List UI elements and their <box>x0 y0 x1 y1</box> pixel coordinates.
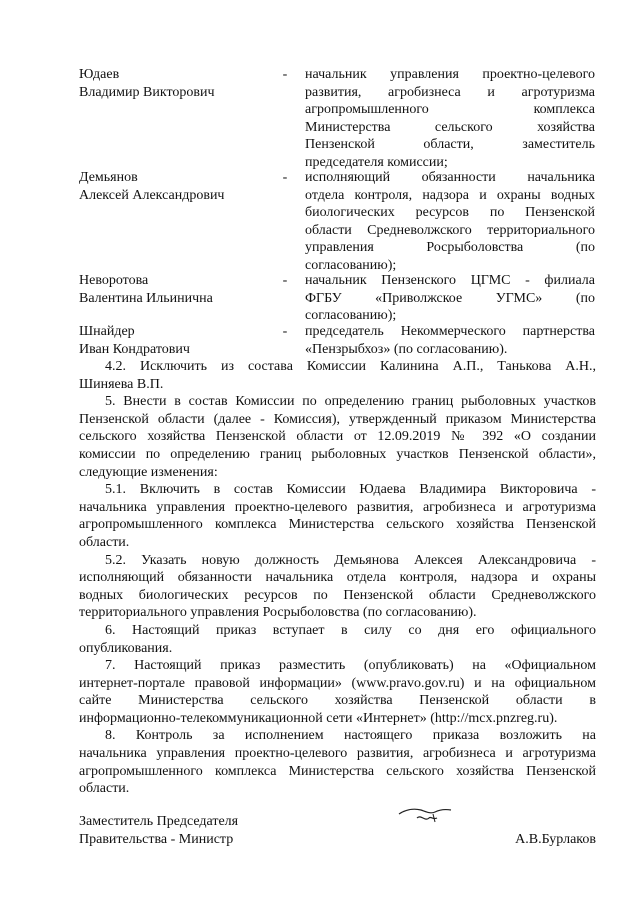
paragraph-7: 7. Настоящий приказ разместить (опубликовать) на «Официальном интернет-портале правовой информации» (www.pravo.gov.ru) и на официальном сайте Министерства сельского хозяйства Пензенской области в информационно-телекоммуникационной сети «Интернет» (http://mcx.pnzreg.ru). <box>79 658 596 726</box>
paragraph-5: 5. Внести в состав Комиссии по определению границ рыболовных участков Пензенской области (далее - Комиссия), утвержденный приказом Министерства сельского хозяйства Пензенской области от 12.09.2019 № 392 «О создании комиссии по определению границ рыболовных участков Пензенской области», следующие изменения: <box>79 394 596 480</box>
paragraph-8: 8. Контроль за исполнением настоящего приказа возложить на начальника управления проектно-целевого развития, агробизнеса и агротуризма агропромышленного комплекса Министерства сельского хозяйства Пензенской области. <box>79 728 596 797</box>
document-body <box>79 358 596 798</box>
member-role: председатель Некоммерческого партнерства «Пензрыбхоз» (по согласованию). <box>305 324 595 357</box>
paragraph-5-2: 5.2. Указать новую должность Демьянова Алексея Александровича - исполняющий обязанности начальника отдела контроля, надзора и охраны водных биологических ресурсов по Пензенской области Средневолжского территориального управления Росрыболовства (по согласованию). <box>79 552 596 621</box>
member-role: исполняющий обязанности начальника отдела контроля, надзора и охраны водных биологических ресурсов по Пензенской области Средневолжского территориального управления Росрыболовства (по согласованию); <box>305 170 595 273</box>
signatory-title: Заместитель Председателя Правительства - Министр <box>79 814 239 847</box>
member-role: начальник Пензенского ЦГМС - филиала ФГБУ «Приволжское УГМС» (по согласованию); <box>305 273 595 324</box>
member-name: Неворотова Валентина Ильинична <box>79 273 213 306</box>
member-name: Юдаев Владимир Викторович <box>79 67 215 100</box>
member-role: начальник управления проектно-целевого развития, агробизнеса и агротуризма агропромышленного комплекса Министерства сельского хозяйства Пензенской области, заместитель председателя комиссии; <box>305 67 595 170</box>
handwritten-signature <box>395 800 455 830</box>
member-dash: - <box>282 67 288 82</box>
member-dash: - <box>282 170 288 185</box>
member-name: Демьянов Алексей Александрович <box>79 170 225 203</box>
signatory-name: А.В.Бурлаков <box>515 831 596 847</box>
paragraph-5-1: 5.1. Включить в состав Комиссии Юдаева Владимира Викторовича - начальника управления проектно-целевого развития, агробизнеса и агротуризма агропромышленного комплекса Министерства сельского хозяйства Пензенской области. <box>79 482 596 550</box>
member-dash: - <box>282 324 288 339</box>
member-name: Шнайдер Иван Кондратович <box>79 324 190 357</box>
paragraph-6: 6. Настоящий приказ вступает в силу со дня его официального опубликования. <box>79 622 596 656</box>
paragraph-4-2: 4.2. Исключить из состава Комиссии Калинина А.П., Танькова А.Н., Шиняева В.П. <box>79 359 596 392</box>
member-dash: - <box>282 273 288 288</box>
